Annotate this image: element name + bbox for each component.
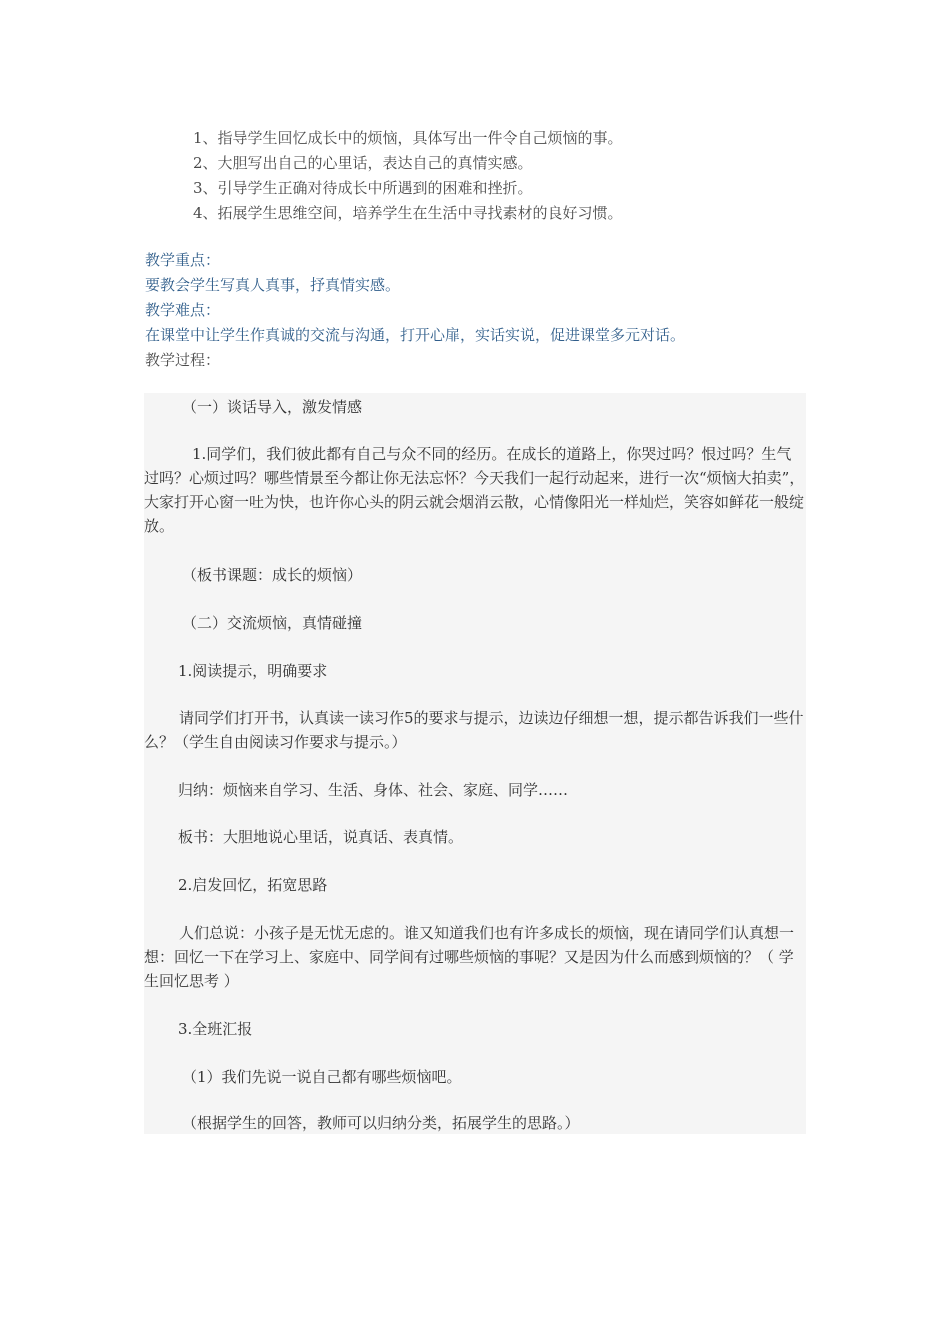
step1-title: 1.阅读提示，明确要求 — [178, 662, 328, 680]
board-title: （板书课题：成长的烦恼） — [182, 566, 363, 584]
key-points-text: 要教会学生写真人真事，抒真情实感。 — [145, 276, 401, 294]
step3-note: （根据学生的回答，教师可以归纳分类，拓展学生的思路。） — [182, 1114, 580, 1132]
step2-title: 2.启发回忆，拓宽思路 — [178, 876, 328, 894]
step3-title: 3.全班汇报 — [178, 1020, 253, 1038]
section1-title: （一）谈话导入，激发情感 — [182, 398, 363, 416]
teaching-notes — [145, 248, 825, 373]
teaching-process-section — [144, 393, 806, 1134]
objective-item: 1、指导学生回忆成长中的烦恼，具体写出一件令自己烦恼的事。 — [193, 129, 623, 147]
section2-title: （二）交流烦恼，真情碰撞 — [182, 614, 363, 632]
step1-paragraph: 请同学们打开书，认真读一读习作5的要求与提示，边读边仔细想一想，提示都告诉我们一些什么？（学生自由阅读习作要求与提示。） — [144, 709, 804, 751]
objective-item: 3、引导学生正确对待成长中所遇到的困难和挫折。 — [193, 179, 533, 197]
step3-sub1: （1）我们先说一说自己都有哪些烦恼吧。 — [182, 1068, 462, 1086]
board-note: 板书：大胆地说心里话，说真话、表真情。 — [178, 828, 464, 846]
key-points-label: 教学重点： — [145, 251, 221, 269]
step2-paragraph: 人们总说：小孩子是无忧无虑的。谁又知道我们也有许多成长的烦恼，现在请同学们认真想一想：回忆一下在学习上、家庭中、同学间有过哪些烦恼的事呢？又是因为什么而感到烦恼的？（ 学生回忆思考 ） — [144, 924, 795, 990]
section1-paragraph: 1.同学们，我们彼此都有自己与众不同的经历。在成长的道路上，你哭过吗？恨过吗？生气过吗？心烦过吗？哪些情景至今都让你无法忘怀？今天我们一起行动起来，进行一次“烦恼大拍卖”，大家打开心窗一吐为快，也许你心头的阴云就会烟消云散，心情像阳光一样灿烂，笑容如鲜花一般绽放。 — [144, 445, 805, 535]
difficulty-text: 在课堂中让学生作真诚的交流与沟通，打开心扉，实话实说，促进课堂多元对话。 — [145, 326, 686, 344]
objective-item: 2、大胆写出自己的心里话，表达自己的真情实感。 — [193, 154, 533, 172]
process-label: 教学过程： — [145, 351, 221, 369]
objective-item: 4、拓展学生思维空间，培养学生在生活中寻找素材的良好习惯。 — [193, 204, 623, 222]
summary-text: 归纳：烦恼来自学习、生活、身体、社会、家庭、同学…… — [178, 781, 569, 799]
difficulty-label: 教学难点： — [145, 301, 221, 319]
teaching-objectives — [193, 126, 813, 226]
